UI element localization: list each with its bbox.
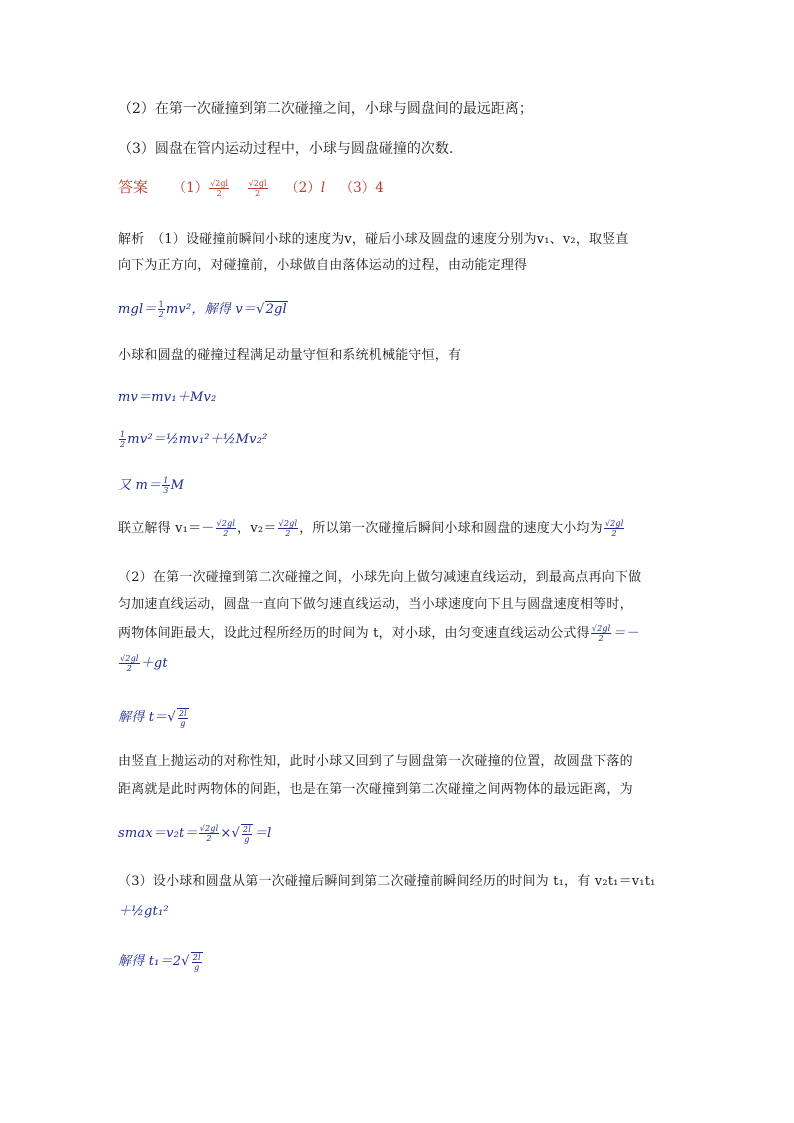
- question-3: （3）圆盘在管内运动过程中，小球与圆盘碰撞的次数.: [118, 141, 454, 157]
- solution-line-5: （2）在第一次碰撞到第二次碰撞之间，小球先向上做匀减速直线运动，到最高点再向下做: [118, 570, 642, 585]
- solution-line-11: （3）设小球和圆盘从第一次碰撞后瞬间到第二次碰撞前瞬间经历的时间为 t₁，有 v₂t₁＝v₁t₁: [118, 874, 656, 889]
- solution-line-1: 解析 （1）设碰撞前瞬间小球的速度为v，碰后小球及圆盘的速度分别为v₁、v₂，取竖直: [118, 232, 629, 247]
- equation-energy: mgl＝ $\frac{1}{2}$ mv²，解得 v＝√2gl: [118, 300, 287, 319]
- solution-line-2: 向下为正方向，对碰撞前，小球做自由落体运动的过程，由动能定理得: [118, 258, 528, 273]
- solution-line-8: $\frac{√2gl}{2}$ ＋gt: [120, 654, 168, 673]
- question-2: （2）在第一次碰撞到第二次碰撞之间，小球与圆盘间的最远距离；: [118, 101, 533, 117]
- answer-frac-1: $\frac{√2gl}{2}$: [210, 179, 229, 198]
- answer-part-2: （2）: [285, 180, 321, 196]
- solution-line-9: 由竖直上抛运动的对称性知，此时小球又回到了与圆盘第一次碰撞的位置，故圆盘下落的: [118, 754, 633, 769]
- answer-part-3: （3）: [339, 180, 376, 196]
- solution-line-3: 小球和圆盘的碰撞过程满足动量守恒和系统机械能守恒，有: [118, 348, 462, 363]
- equation-max-distance: smax＝v₂t＝ $\frac{√2gl}{2}$ ×√ $\frac{2l}{g}$ ＝l: [118, 824, 272, 844]
- equation-mass-relation: 又 m＝ $\frac{1}{3}$ M: [118, 476, 185, 495]
- equation-momentum: mv＝mv₁＋Mv₂: [118, 390, 217, 405]
- solution-line-10: 距离就是此时两物体的间距，也是在第一次碰撞到第二次碰撞之间两物体的最远距离，为: [118, 782, 633, 797]
- solution-line-12: ＋½gt₁²: [118, 904, 169, 919]
- solution-line-4: 联立解得 v₁＝－ $\frac{√2gl}{2}$ ，v₂＝ $\frac{√2gl}{2}$ ，所以第一次碰撞后瞬间小球和圆盘的速度大小均为 $\frac{√2gl}{2}$: [118, 519, 624, 538]
- equation-energy-conservation: $\frac{1}{2}$ mv²＝½mv₁²＋½Mv₂²: [120, 430, 268, 449]
- answer-part-1: （1）: [172, 180, 209, 196]
- equation-time: 解得 t＝√ $\frac{2l}{g}$: [118, 708, 187, 728]
- equation-time-1: 解得 t₁＝2√ $\frac{2l}{g}$: [118, 952, 201, 972]
- solution-line-7: 两物体间距最大，设此过程所经历的时间为 t，对小球，由匀变速直线运动公式得 $\frac{√2gl}{2}$ ＝－: [118, 624, 639, 643]
- solution-line-6: 匀加速直线运动，圆盘一直向下做匀速直线运动，当小球速度向下且与圆盘速度相等时，: [118, 597, 633, 612]
- answer-line: 答案 （1） $\frac{√2gl}{2}$ $\frac{√2gl}{2}$ （2）l （3）4: [118, 178, 384, 198]
- answer-label: 答案: [118, 178, 149, 196]
- answer-frac-2: $\frac{√2gl}{2}$: [248, 179, 267, 198]
